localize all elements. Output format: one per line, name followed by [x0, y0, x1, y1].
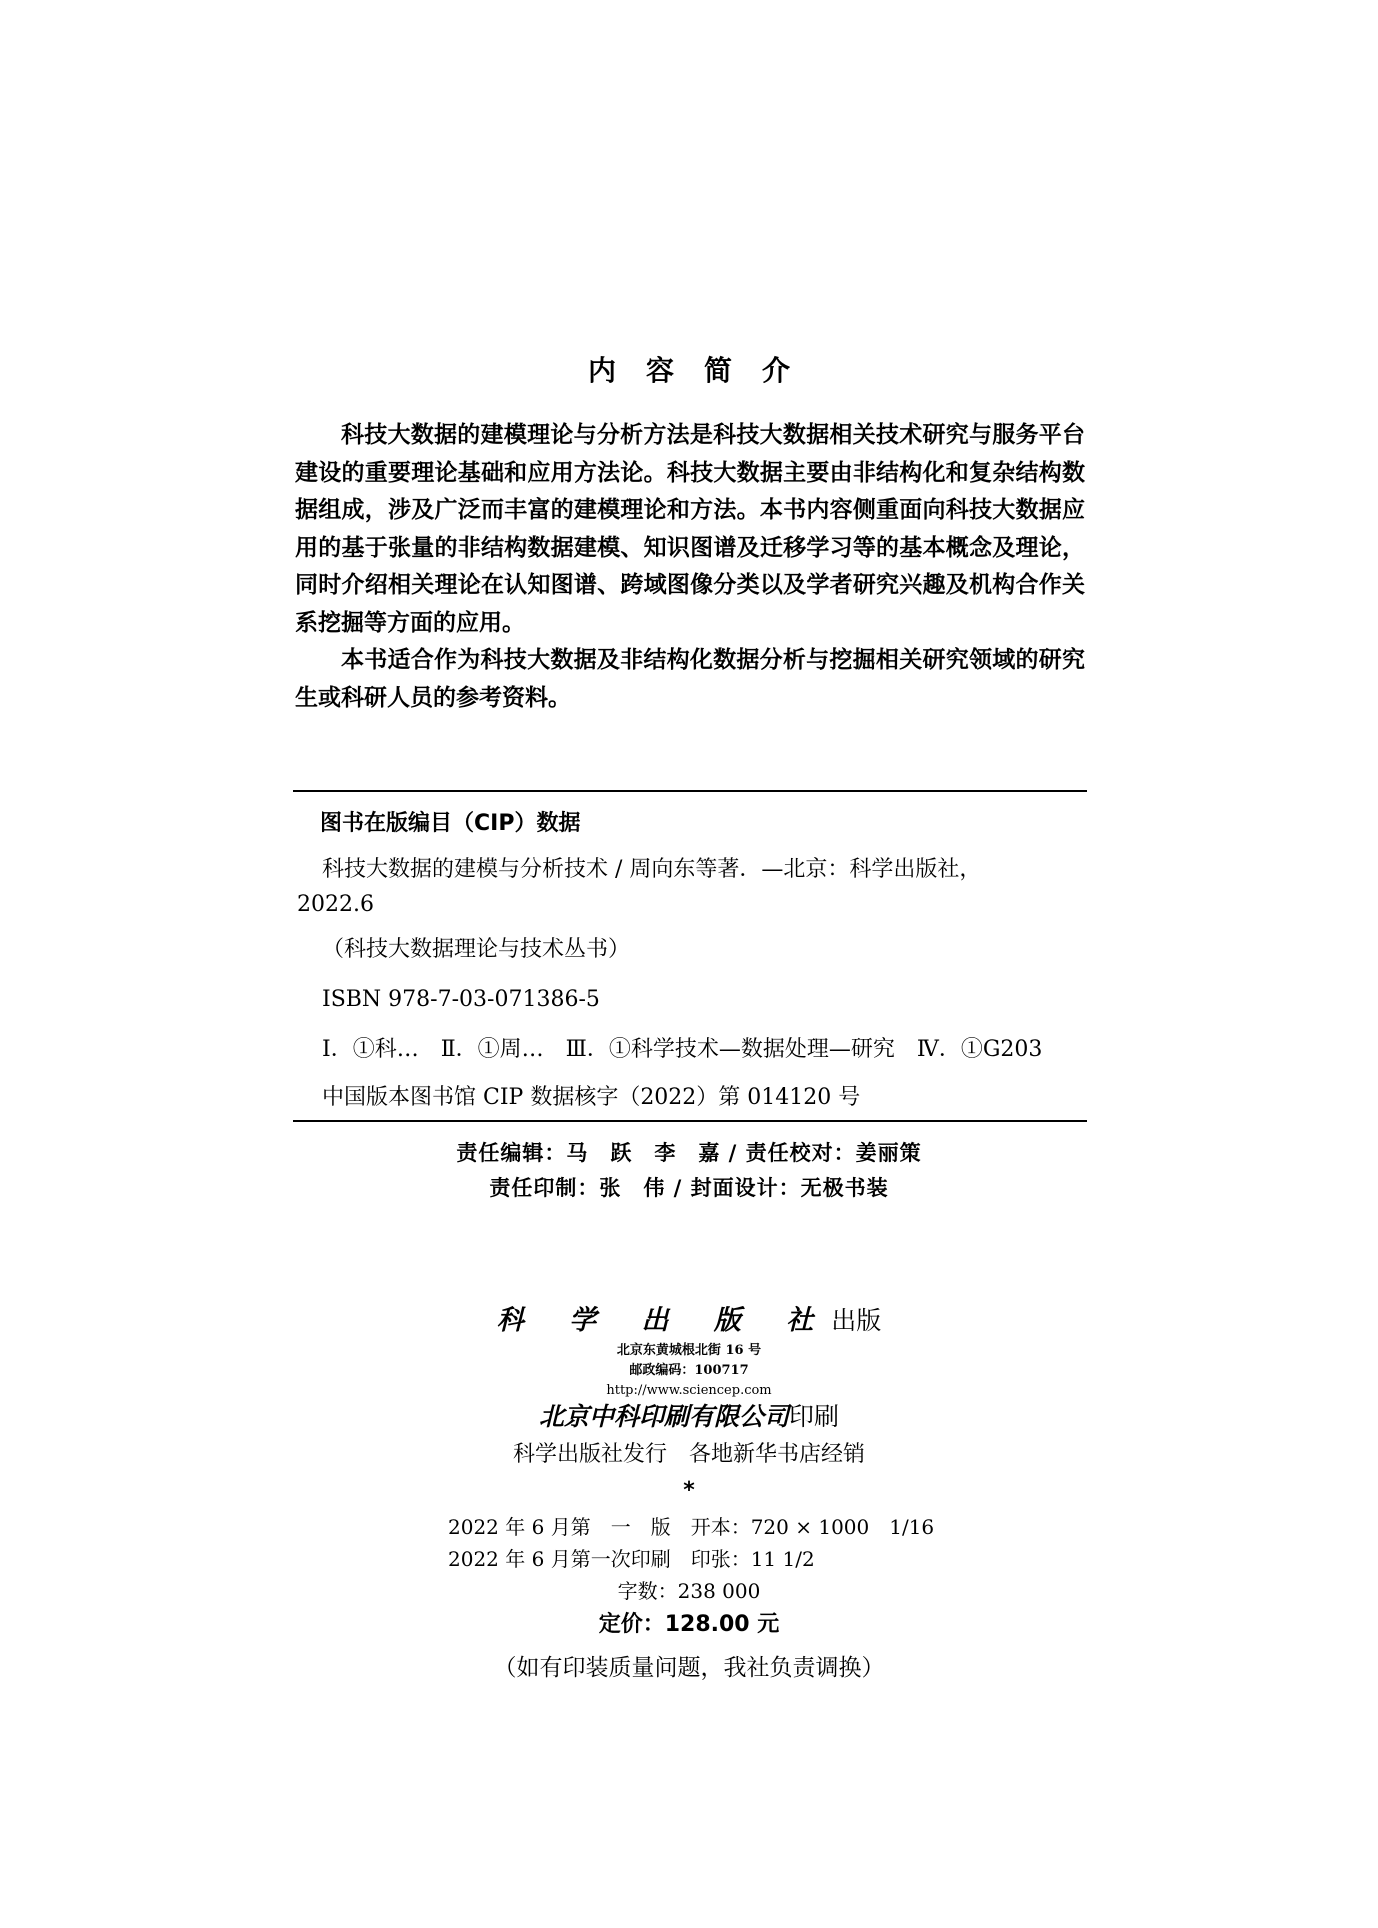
summary-title: 内容简介 — [587, 354, 820, 387]
edition-line-1: 2022 年 6 月第 一 版 开本：720 × 1000 1/16 — [448, 1515, 935, 1539]
cip-top-rule — [293, 790, 1087, 792]
printer-suffix: 印刷 — [789, 1402, 840, 1431]
cip-classification: Ⅰ．①科… Ⅱ．①周… Ⅲ．①科学技术—数据处理—研究 Ⅳ．①G203 — [322, 1037, 1043, 1062]
cip-isbn: ISBN 978-7-03-071386-5 — [322, 987, 600, 1012]
publisher-imprint — [0, 1303, 1378, 1339]
publisher-address: 北京东黄城根北街 16 号 — [616, 1343, 762, 1358]
cip-entry-line-1: 科技大数据的建模与分析技术 / 周向东等著．—北京：科学出版社， — [322, 857, 982, 882]
printer-name: 北京中科印刷有限公司 — [538, 1402, 789, 1431]
publisher-name: 科 学 出 版 社 — [496, 1305, 832, 1336]
cip-bottom-rule — [293, 1120, 1087, 1122]
summary-paragraph-2: 本书适合作为科技大数据及非结构化数据分析与挖掘相关研究领域的研究生或科研人员的参考资料。 — [295, 646, 1085, 711]
price: 定价：128.00 元 — [598, 1612, 780, 1637]
publisher-url: http://www.sciencep.com — [606, 1383, 772, 1398]
credits-line-2: 责任印制：张 伟 / 封面设计：无极书装 — [489, 1175, 889, 1200]
credits-line-1: 责任编辑：马 跃 李 嘉 / 责任校对：姜丽策 — [456, 1140, 922, 1165]
cip-entry-line-2: 2022.6 — [297, 892, 374, 917]
summary-paragraph-1: 科技大数据的建模理论与分析方法是科技大数据相关技术研究与服务平台建设的重要理论基础和应用方法论。科技大数据主要由非结构化和复杂结构数据组成，涉及广泛而丰富的建模理论和方法。本书内容侧重面向科技大数据应用的基于张量的非结构数据建模、知识图谱及迁移学习等的基本概念及理论，同时介绍相关理论在认知图谱、跨域图像分类以及学者研究兴趣及机构合作关系挖掘等方面的应用。 — [295, 421, 1085, 636]
cip-series: （科技大数据理论与技术丛书） — [322, 937, 631, 962]
quality-notice: （如有印装质量问题，我社负责调换） — [493, 1655, 885, 1681]
cip-heading: 图书在版编目（CIP）数据 — [320, 811, 581, 836]
cip-record-number: 中国版本图书馆 CIP 数据核字（2022）第 014120 号 — [322, 1085, 861, 1110]
distribution-line: 科学出版社发行 各地新华书店经销 — [512, 1442, 865, 1467]
edition-line-2: 2022 年 6 月第一次印刷 印张：11 1/2 — [448, 1547, 815, 1571]
printer-imprint — [0, 1400, 1378, 1434]
word-count: 字数：238 000 — [617, 1579, 761, 1603]
publisher-name-suffix: 出版 — [831, 1306, 882, 1335]
separator-asterisk: * — [683, 1478, 695, 1503]
publisher-postcode: 邮政编码：100717 — [629, 1363, 749, 1378]
